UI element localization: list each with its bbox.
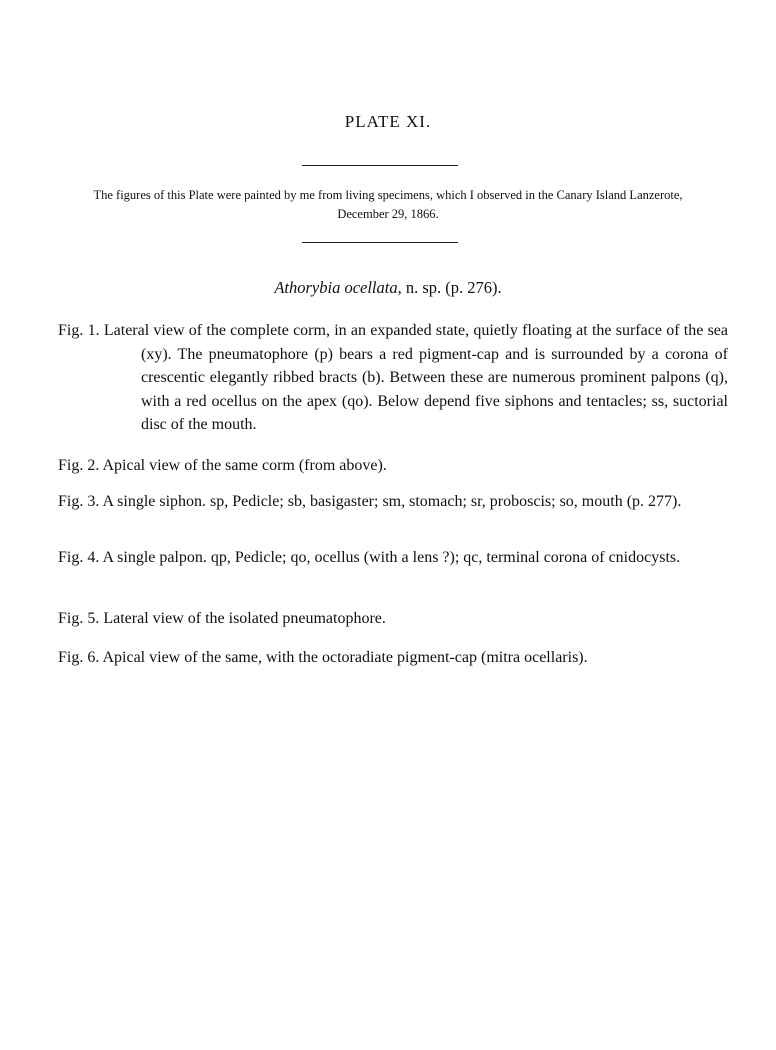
figure-label-6: Fig. 6. bbox=[58, 649, 100, 666]
figure-label-3: Fig. 3. bbox=[58, 493, 100, 510]
figure-text-5: Lateral view of the isolated pneumatophore. bbox=[103, 610, 386, 627]
figure-caption-5 bbox=[58, 607, 728, 631]
figure-text-2: Apical view of the same corm (from above). bbox=[102, 457, 387, 474]
figure-text-4: A single palpon. qp, Pedicle; qo, ocellus (with a lens ?); qc, terminal corona of cnidocysts. bbox=[102, 549, 681, 566]
figure-text-6: Apical view of the same, with the octoradiate pigment-cap (mitra ocellaris). bbox=[102, 649, 588, 666]
figure-caption-3 bbox=[58, 490, 728, 514]
figure-label-2: Fig. 2. bbox=[58, 457, 100, 474]
figure-caption-2 bbox=[58, 454, 728, 478]
plate-title: PLATE XI. bbox=[344, 112, 432, 131]
figure-caption-1 bbox=[58, 319, 728, 437]
figure-caption-6 bbox=[58, 646, 728, 670]
figure-text-3: A single siphon. sp, Pedicle; sb, basigaster; sm, stomach; sr, proboscis; so, mouth (p. 277). bbox=[102, 493, 682, 510]
intro-note: The figures of this Plate were painted by me from living specimens, which I observed in the Canary Island Lanzerote, December 29, 1866. bbox=[93, 188, 683, 221]
figure-text-1: Lateral view of the complete corm, in an expanded state, quietly floating at the surface of the sea (xy). The pneumatophore (p) bears a red pigment-cap and is surrounded by a corona of crescentic elegantly ribbed bracts (b). Between these are numerous prominent palpons (q), with a red ocellus on the apex (qo). Below depend five siphons and tentacles; ss, suctorial disc of the mouth. bbox=[103, 322, 729, 433]
top-divider bbox=[302, 165, 458, 166]
figure-caption-4 bbox=[58, 546, 728, 570]
species-name: Athorybia ocellata bbox=[274, 278, 398, 297]
figure-label-4: Fig. 4. bbox=[58, 549, 100, 566]
bottom-divider bbox=[302, 242, 458, 243]
figure-label-1: Fig. 1. bbox=[58, 322, 100, 339]
species-heading bbox=[0, 278, 776, 298]
figure-label-5: Fig. 5. bbox=[58, 610, 100, 627]
species-suffix: , n. sp. (p. 276). bbox=[397, 278, 502, 297]
